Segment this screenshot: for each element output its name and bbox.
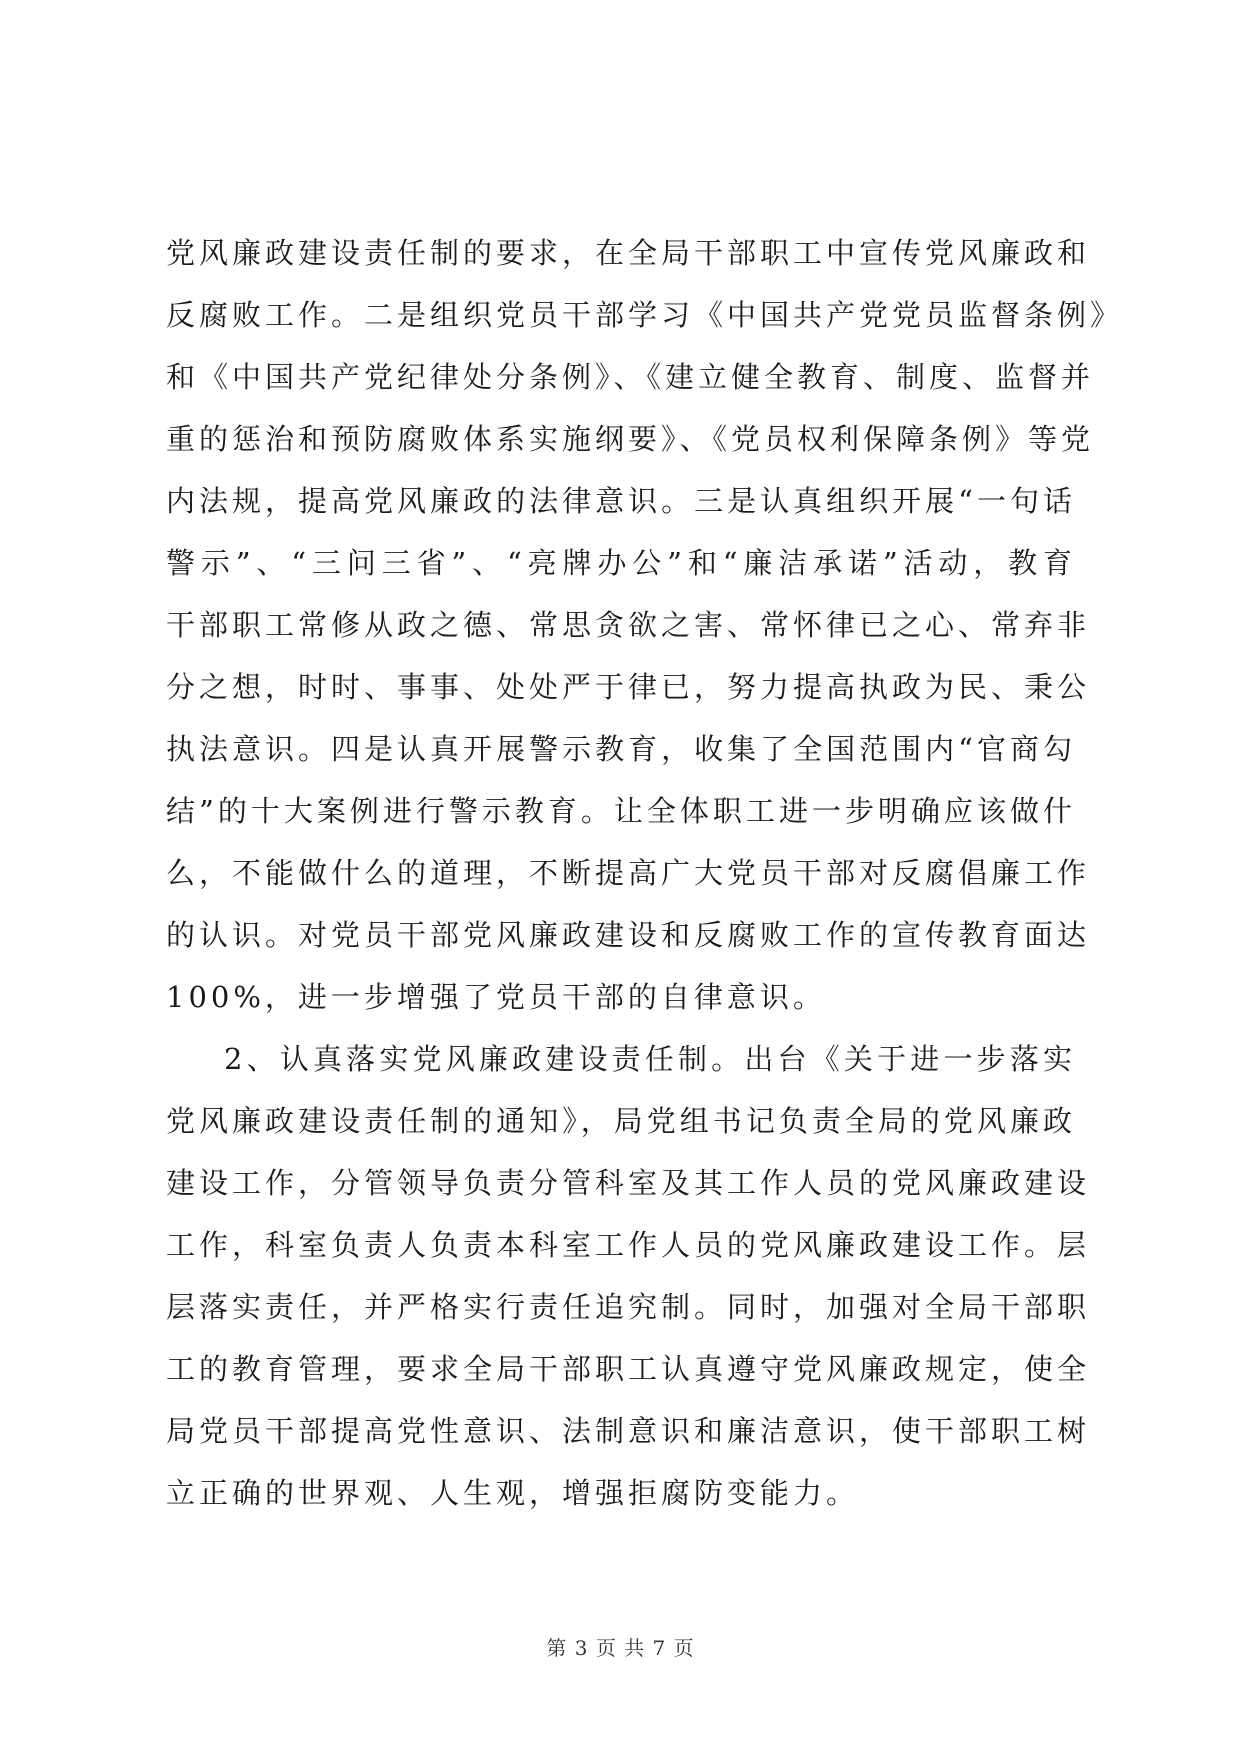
text-line: 结”的十大案例进行警示教育。让全体职工进一步明确应该做什 bbox=[166, 794, 1076, 828]
text-line: 党风廉政建设责任制的要求，在全局干部职工中宣传党风廉政和 bbox=[166, 236, 1091, 270]
text-line: 工作，科室负责人负责本科室工作人员的党风廉政建设工作。层 bbox=[166, 1228, 1091, 1262]
text-line: 干部职工常修从政之德、常思贪欲之害、常怀律已之心、常弃非 bbox=[166, 608, 1091, 642]
text-line: 重的惩治和预防腐败体系实施纲要》、《党员权利保障条例》等党 bbox=[166, 422, 1095, 456]
text-line: 的认识。对党员干部党风廉政建设和反腐败工作的宣传教育面达 bbox=[166, 918, 1091, 952]
text-line: 么，不能做什么的道理，不断提高广大党员干部对反腐倡廉工作 bbox=[166, 856, 1091, 890]
text-line: 警示”、“三问三省”、“亮牌办公”和“廉洁承诺”活动，教育 bbox=[166, 546, 1076, 580]
text-line: 和《中国共产党纪律处分条例》、《建立健全教育、制度、监督并 bbox=[166, 360, 1095, 394]
text-line: 反腐败工作。二是组织党员干部学习《中国共产党党员监督条例》 bbox=[166, 298, 1124, 332]
text-line: 党风廉政建设责任制的通知》，局党组书记负责全局的党风廉政 bbox=[166, 1104, 1076, 1138]
text-line: 工的教育管理，要求全局干部职工认真遵守党风廉政规定，使全 bbox=[166, 1352, 1091, 1386]
text-line: 层落实责任，并严格实行责任追究制。同时，加强对全局干部职 bbox=[166, 1290, 1091, 1324]
document-body bbox=[166, 222, 1124, 1524]
text-line: 立正确的世界观、人生观，增强拒腐防变能力。 bbox=[166, 1476, 860, 1510]
text-line: 执法意识。四是认真开展警示教育，收集了全国范围内“官商勾 bbox=[166, 732, 1076, 766]
text-line: 内法规，提高党风廉政的法律意识。三是认真组织开展“一句话 bbox=[166, 484, 1076, 518]
text-line: 局党员干部提高党性意识、法制意识和廉洁意识，使干部职工树 bbox=[166, 1414, 1091, 1448]
text-line: 100%，进一步增强了党员干部的自律意识。 bbox=[166, 980, 826, 1014]
text-line: 分之想，时时、事事、处处严于律已，努力提高执政为民、秉公 bbox=[166, 670, 1091, 704]
page-number-footer: 第 3 页 共 7 页 bbox=[546, 1636, 695, 1660]
text-line: 建设工作，分管领导负责分管科室及其工作人员的党风廉政建设 bbox=[166, 1166, 1091, 1200]
text-line: 2、认真落实党风廉政建设责任制。出台《关于进一步落实 bbox=[224, 1042, 1076, 1076]
